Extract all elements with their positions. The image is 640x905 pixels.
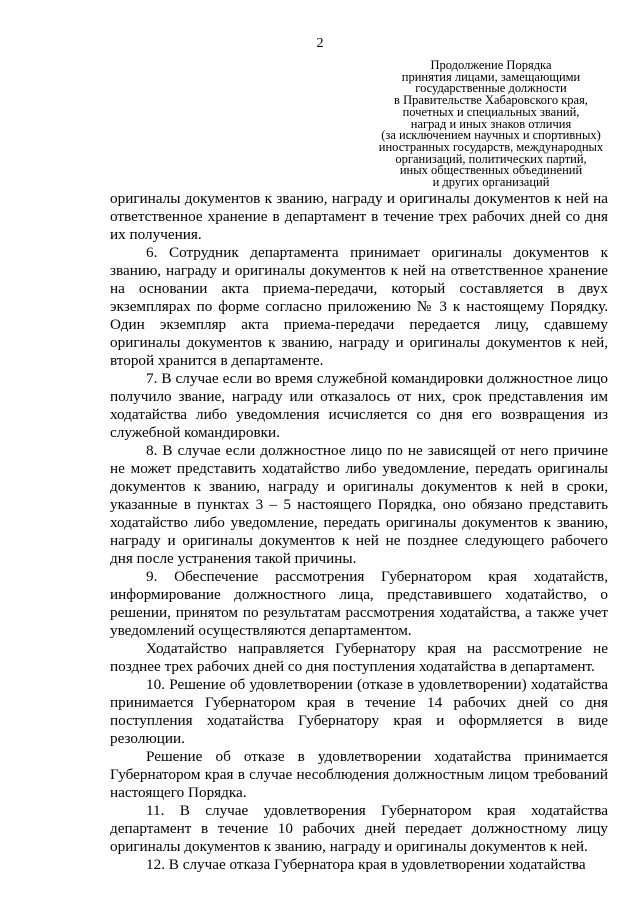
header-line: принятия лицами, замещающими: [401, 69, 581, 84]
document-continuation-header: [370, 60, 612, 189]
paragraph-item-10-continued: Решение об отказе в удовлетворении ходатайства принимается Губернатором края в случае несоблюдения должностным лицом требований настоящего Порядка.: [110, 748, 608, 801]
paragraph-item-7: 7. В случае если во время служебной командировки должностное лицо получило звание, награду или отказалось от них, срок представления им ходатайства либо уведомления исчисляется со дня его возвращения из служебной командировки.: [110, 370, 608, 441]
paragraph-item-9-continued: Ходатайство направляется Губернатору края на рассмотрение не позднее трех рабочих дней со дня поступления ходатайства в департамент.: [110, 640, 608, 675]
document-body: [110, 190, 608, 874]
header-line: наград и иных знаков отличия: [410, 116, 572, 131]
header-line: организаций, политических партий,: [395, 151, 587, 166]
paragraph-item-11: 11. В случае удовлетворения Губернатором края ходатайства департамент в течение 10 рабочих дней передает должностному лицу оригиналы документов к званию, награду и оригиналы документов к ней.: [110, 802, 608, 855]
header-line: в Правительстве Хабаровского края,: [394, 93, 588, 108]
paragraph-item-10: 10. Решение об удовлетворении (отказе в удовлетворении) ходатайства принимается Губернатором края в течение 14 рабочих дней со дня поступления ходатайства Губернатору края и оформляется в виде резолюции.: [110, 676, 608, 747]
paragraph-item-8: 8. В случае если должностное лицо по не зависящей от него причине не может представить ходатайство либо уведомление, передать оригиналы документов к званию, награду и оригиналы документов к ней в сроки, указанные в пунктах 3 – 5 настоящего Порядка, оно обязано представить ходатайство либо уведомление, передать оригиналы документов к званию, награду и оригиналы документов к ней не позднее следующего рабочего дня после устранения такой причины.: [110, 442, 608, 567]
header-line: и других организаций: [432, 175, 550, 190]
paragraph-item-6: 6. Сотрудник департамента принимает оригиналы документов к званию, награду и оригиналы документов к ней на ответственное хранение на основании акта приема-передачи, который составляется в двух экземплярах по форме согласно приложению № 3 к настоящему Порядку. Один экземпляр акта приема-передачи передается лицу, сдавшему оригиналы документов к званию, награду и оригиналы документов к ней, второй хранится в департаменте.: [110, 244, 608, 369]
paragraph-item-9: 9. Обеспечение рассмотрения Губернатором края ходатайств, информирование должностного лица, представившего ходатайство, о решении, принятом по результатам рассмотрения ходатайства, а также учет уведомлений осуществляются департаментом.: [110, 568, 608, 639]
header-line: (за исключением научных и спортивных): [381, 128, 601, 143]
header-line: Продолжение Порядка: [430, 58, 552, 72]
header-line: иностранных государств, международных: [378, 139, 604, 154]
header-line: иных общественных объединений: [399, 163, 583, 178]
paragraph-continuation: оригиналы документов к званию, награду и оригиналы документов к ней на ответственное хранение в департамент в течение трех рабочих дней со дня их получения.: [110, 190, 608, 243]
header-line: почетных и специальных званий,: [402, 104, 580, 119]
page-number: 2: [316, 36, 324, 51]
paragraph-item-12: 12. В случае отказа Губернатора края в удовлетворении ходатайства: [146, 856, 586, 873]
header-line: государственные должности: [415, 81, 567, 96]
